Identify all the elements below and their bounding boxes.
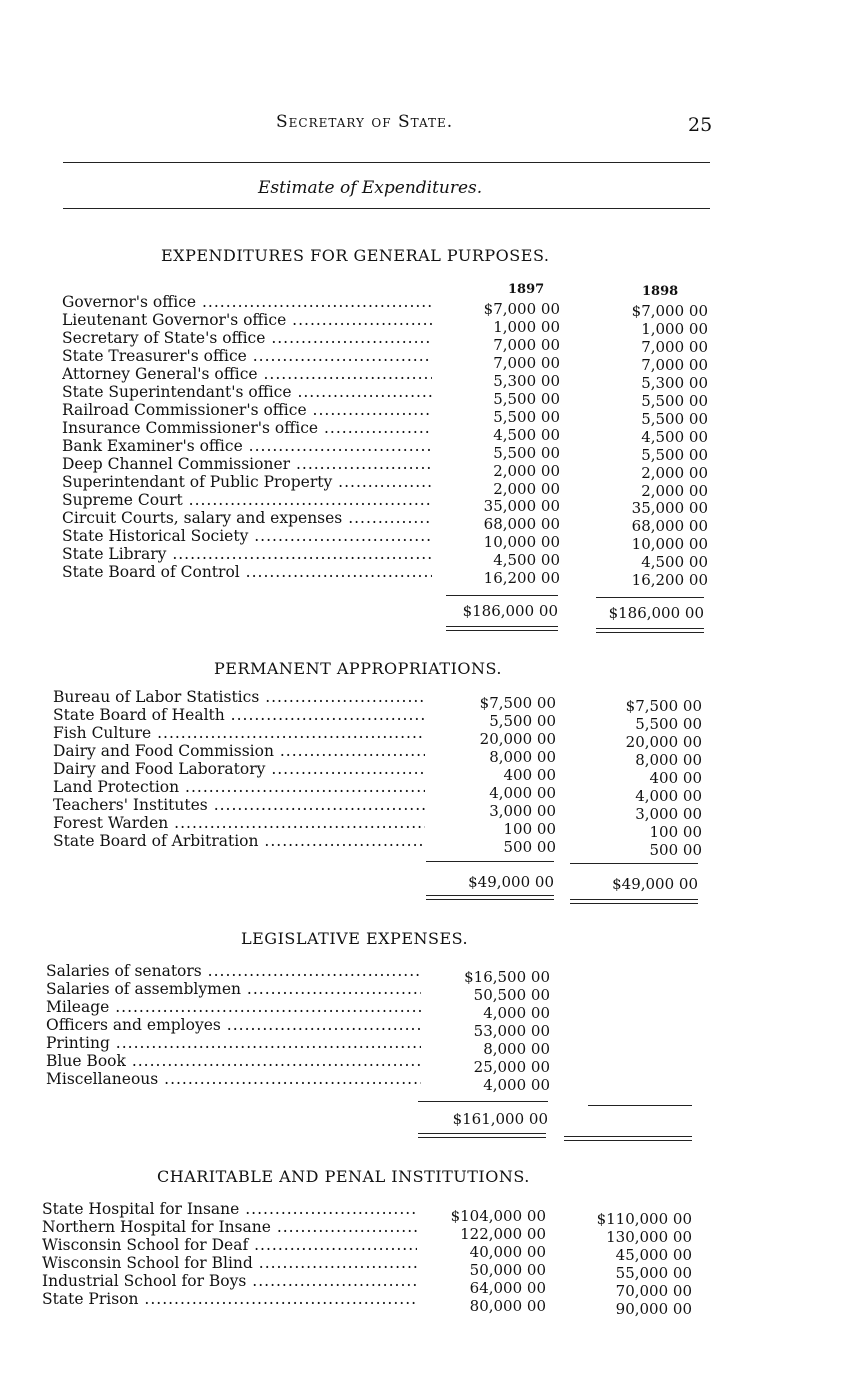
page-number: 25 bbox=[688, 114, 713, 136]
amount-1898: 20,000 00 bbox=[625, 733, 702, 751]
sum-rule bbox=[570, 863, 698, 864]
row-label: Deep Channel Commissioner ..... bbox=[62, 455, 432, 473]
amount-1897: $7,000 00 bbox=[483, 300, 560, 318]
sum-rule bbox=[588, 1105, 692, 1106]
column-year: 1897 bbox=[508, 282, 545, 297]
amount-1898: 10,000 00 bbox=[631, 535, 708, 553]
row-label: State Board of Control ..... bbox=[62, 563, 432, 581]
amount-1897: 50,500 00 bbox=[473, 986, 550, 1004]
double-rule bbox=[426, 895, 554, 900]
amount-1898: 55,000 00 bbox=[615, 1264, 692, 1282]
amount-1897: 5,500 00 bbox=[493, 390, 560, 408]
row-label: Salaries of assemblymen ..... bbox=[46, 980, 421, 998]
row-label: Railroad Commissioner's office ..... bbox=[62, 401, 432, 419]
double-rule bbox=[570, 899, 698, 904]
amount-1898: $7,500 00 bbox=[625, 697, 702, 715]
amount-1898: 400 00 bbox=[649, 769, 702, 787]
amount-1897: 122,000 00 bbox=[460, 1225, 546, 1243]
amount-1898: 68,000 00 bbox=[631, 517, 708, 535]
row-label: Printing ..... bbox=[46, 1034, 421, 1052]
sum-rule bbox=[418, 1101, 548, 1102]
amount-1898: $7,000 00 bbox=[631, 302, 708, 320]
section-title: LEGISLATIVE EXPENSES. bbox=[241, 929, 469, 948]
row-label: State Prison ..... bbox=[42, 1290, 417, 1308]
row-label: Fish Culture ..... bbox=[53, 724, 425, 742]
amount-1897: $16,500 00 bbox=[464, 968, 550, 986]
amount-1897: 100 00 bbox=[503, 820, 556, 838]
amount-1898: 5,300 00 bbox=[641, 374, 708, 392]
section-title: PERMANENT APPROPRIATIONS. bbox=[214, 659, 503, 678]
amount-1897: 7,000 00 bbox=[493, 336, 560, 354]
amount-1898: 7,000 00 bbox=[641, 356, 708, 374]
amount-1897: 2,000 00 bbox=[493, 480, 560, 498]
amount-1897: 5,300 00 bbox=[493, 372, 560, 390]
amount-1898: 5,500 00 bbox=[635, 715, 702, 733]
row-label: State Board of Arbitration ..... bbox=[53, 832, 425, 850]
row-label: Insurance Commissioner's office ..... bbox=[62, 419, 432, 437]
amount-1898: 45,000 00 bbox=[615, 1246, 692, 1264]
amount-1898: 4,500 00 bbox=[641, 553, 708, 571]
row-label: Northern Hospital for Insane ..... bbox=[42, 1218, 417, 1236]
double-rule bbox=[418, 1133, 546, 1138]
amount-1897: 7,000 00 bbox=[493, 354, 560, 372]
amount-1898: 100 00 bbox=[649, 823, 702, 841]
row-label: State Historical Society ..... bbox=[62, 527, 432, 545]
row-label: Teachers' Institutes ..... bbox=[53, 796, 425, 814]
total-1897: $49,000 00 bbox=[468, 873, 554, 891]
row-label: State Hospital for Insane ..... bbox=[42, 1200, 417, 1218]
row-label: Industrial School for Boys ..... bbox=[42, 1272, 417, 1290]
row-label: Circuit Courts, salary and expenses ..... bbox=[62, 509, 432, 527]
divider bbox=[63, 208, 710, 209]
row-label: Supreme Court ..... bbox=[62, 491, 432, 509]
amount-1898: 4,500 00 bbox=[641, 428, 708, 446]
amount-1897: $7,500 00 bbox=[479, 694, 556, 712]
running-head: Secretary of State. bbox=[276, 112, 454, 132]
amount-1898: 130,000 00 bbox=[606, 1228, 692, 1246]
amount-1898: 1,000 00 bbox=[641, 320, 708, 338]
row-label: Salaries of senators ..... bbox=[46, 962, 421, 980]
row-label: Bank Examiner's office ..... bbox=[62, 437, 432, 455]
amount-1897: 50,000 00 bbox=[469, 1261, 546, 1279]
row-label: Officers and employes ..... bbox=[46, 1016, 421, 1034]
row-label: State Superintendant's office ..... bbox=[62, 383, 432, 401]
double-rule bbox=[596, 628, 704, 633]
row-label: Dairy and Food Commission ..... bbox=[53, 742, 425, 760]
amount-1898: 4,000 00 bbox=[635, 787, 702, 805]
row-label: State Board of Health ..... bbox=[53, 706, 425, 724]
amount-1898: 3,000 00 bbox=[635, 805, 702, 823]
amount-1897: 4,000 00 bbox=[483, 1004, 550, 1022]
amount-1897: 25,000 00 bbox=[473, 1058, 550, 1076]
double-rule bbox=[446, 626, 558, 631]
section-title: EXPENDITURES FOR GENERAL PURPOSES. bbox=[161, 246, 550, 265]
amount-1897: 8,000 00 bbox=[483, 1040, 550, 1058]
total-1897: $186,000 00 bbox=[462, 602, 558, 620]
amount-1898: 35,000 00 bbox=[631, 499, 708, 517]
amount-1898: 90,000 00 bbox=[615, 1300, 692, 1318]
row-label: Wisconsin School for Deaf ..... bbox=[42, 1236, 417, 1254]
row-label: Mileage ..... bbox=[46, 998, 421, 1016]
amount-1897: 5,500 00 bbox=[493, 444, 560, 462]
amount-1897: 4,500 00 bbox=[493, 426, 560, 444]
amount-1898: 5,500 00 bbox=[641, 392, 708, 410]
amount-1897: 64,000 00 bbox=[469, 1279, 546, 1297]
amount-1897: 35,000 00 bbox=[483, 497, 560, 515]
row-label: Forest Warden ..... bbox=[53, 814, 425, 832]
amount-1898: 2,000 00 bbox=[641, 464, 708, 482]
row-label: State Library ..... bbox=[62, 545, 432, 563]
amount-1897: 3,000 00 bbox=[489, 802, 556, 820]
sum-rule bbox=[596, 597, 704, 598]
page-subtitle: Estimate of Expenditures. bbox=[258, 178, 483, 198]
amount-1897: 5,500 00 bbox=[493, 408, 560, 426]
amount-1897: 2,000 00 bbox=[493, 462, 560, 480]
total-1898: $49,000 00 bbox=[612, 875, 698, 893]
total-1897: $161,000 00 bbox=[452, 1110, 548, 1128]
amount-1897: 5,500 00 bbox=[489, 712, 556, 730]
row-label: Secretary of State's office ..... bbox=[62, 329, 432, 347]
row-label: Blue Book ..... bbox=[46, 1052, 421, 1070]
section-title: CHARITABLE AND PENAL INSTITUTIONS. bbox=[157, 1167, 530, 1186]
amount-1897: 10,000 00 bbox=[483, 533, 560, 551]
amount-1898: 8,000 00 bbox=[635, 751, 702, 769]
amount-1898: 5,500 00 bbox=[641, 410, 708, 428]
row-label: Land Protection ..... bbox=[53, 778, 425, 796]
row-label: Miscellaneous ..... bbox=[46, 1070, 421, 1088]
double-rule bbox=[564, 1136, 692, 1141]
amount-1897: 4,500 00 bbox=[493, 551, 560, 569]
sum-rule bbox=[426, 861, 554, 862]
amount-1897: 4,000 00 bbox=[489, 784, 556, 802]
row-label: Dairy and Food Laboratory ..... bbox=[53, 760, 425, 778]
row-label: Attorney General's office ..... bbox=[62, 365, 432, 383]
row-label: Bureau of Labor Statistics ..... bbox=[53, 688, 425, 706]
amount-1898: 70,000 00 bbox=[615, 1282, 692, 1300]
sum-rule bbox=[446, 595, 558, 596]
amount-1897: 40,000 00 bbox=[469, 1243, 546, 1261]
column-year: 1898 bbox=[642, 284, 679, 299]
amount-1897: 4,000 00 bbox=[483, 1076, 550, 1094]
amount-1897: 16,200 00 bbox=[483, 569, 560, 587]
amount-1897: 53,000 00 bbox=[473, 1022, 550, 1040]
row-label: Wisconsin School for Blind ..... bbox=[42, 1254, 417, 1272]
amount-1897: 8,000 00 bbox=[489, 748, 556, 766]
total-1898: $186,000 00 bbox=[608, 604, 704, 622]
amount-1898: 2,000 00 bbox=[641, 482, 708, 500]
amount-1898: 16,200 00 bbox=[631, 571, 708, 589]
row-label: Governor's office ..... bbox=[62, 293, 432, 311]
amount-1897: 1,000 00 bbox=[493, 318, 560, 336]
amount-1897: 400 00 bbox=[503, 766, 556, 784]
amount-1897: 68,000 00 bbox=[483, 515, 560, 533]
amount-1898: 7,000 00 bbox=[641, 338, 708, 356]
amount-1897: $104,000 00 bbox=[450, 1207, 546, 1225]
amount-1898: $110,000 00 bbox=[596, 1210, 692, 1228]
amount-1898: 500 00 bbox=[649, 841, 702, 859]
amount-1897: 20,000 00 bbox=[479, 730, 556, 748]
divider bbox=[63, 162, 710, 163]
amount-1897: 500 00 bbox=[503, 838, 556, 856]
row-label: Lieutenant Governor's office ..... bbox=[62, 311, 432, 329]
row-label: State Treasurer's office ..... bbox=[62, 347, 432, 365]
row-label: Superintendant of Public Property ..... bbox=[62, 473, 432, 491]
amount-1897: 80,000 00 bbox=[469, 1297, 546, 1315]
amount-1898: 5,500 00 bbox=[641, 446, 708, 464]
